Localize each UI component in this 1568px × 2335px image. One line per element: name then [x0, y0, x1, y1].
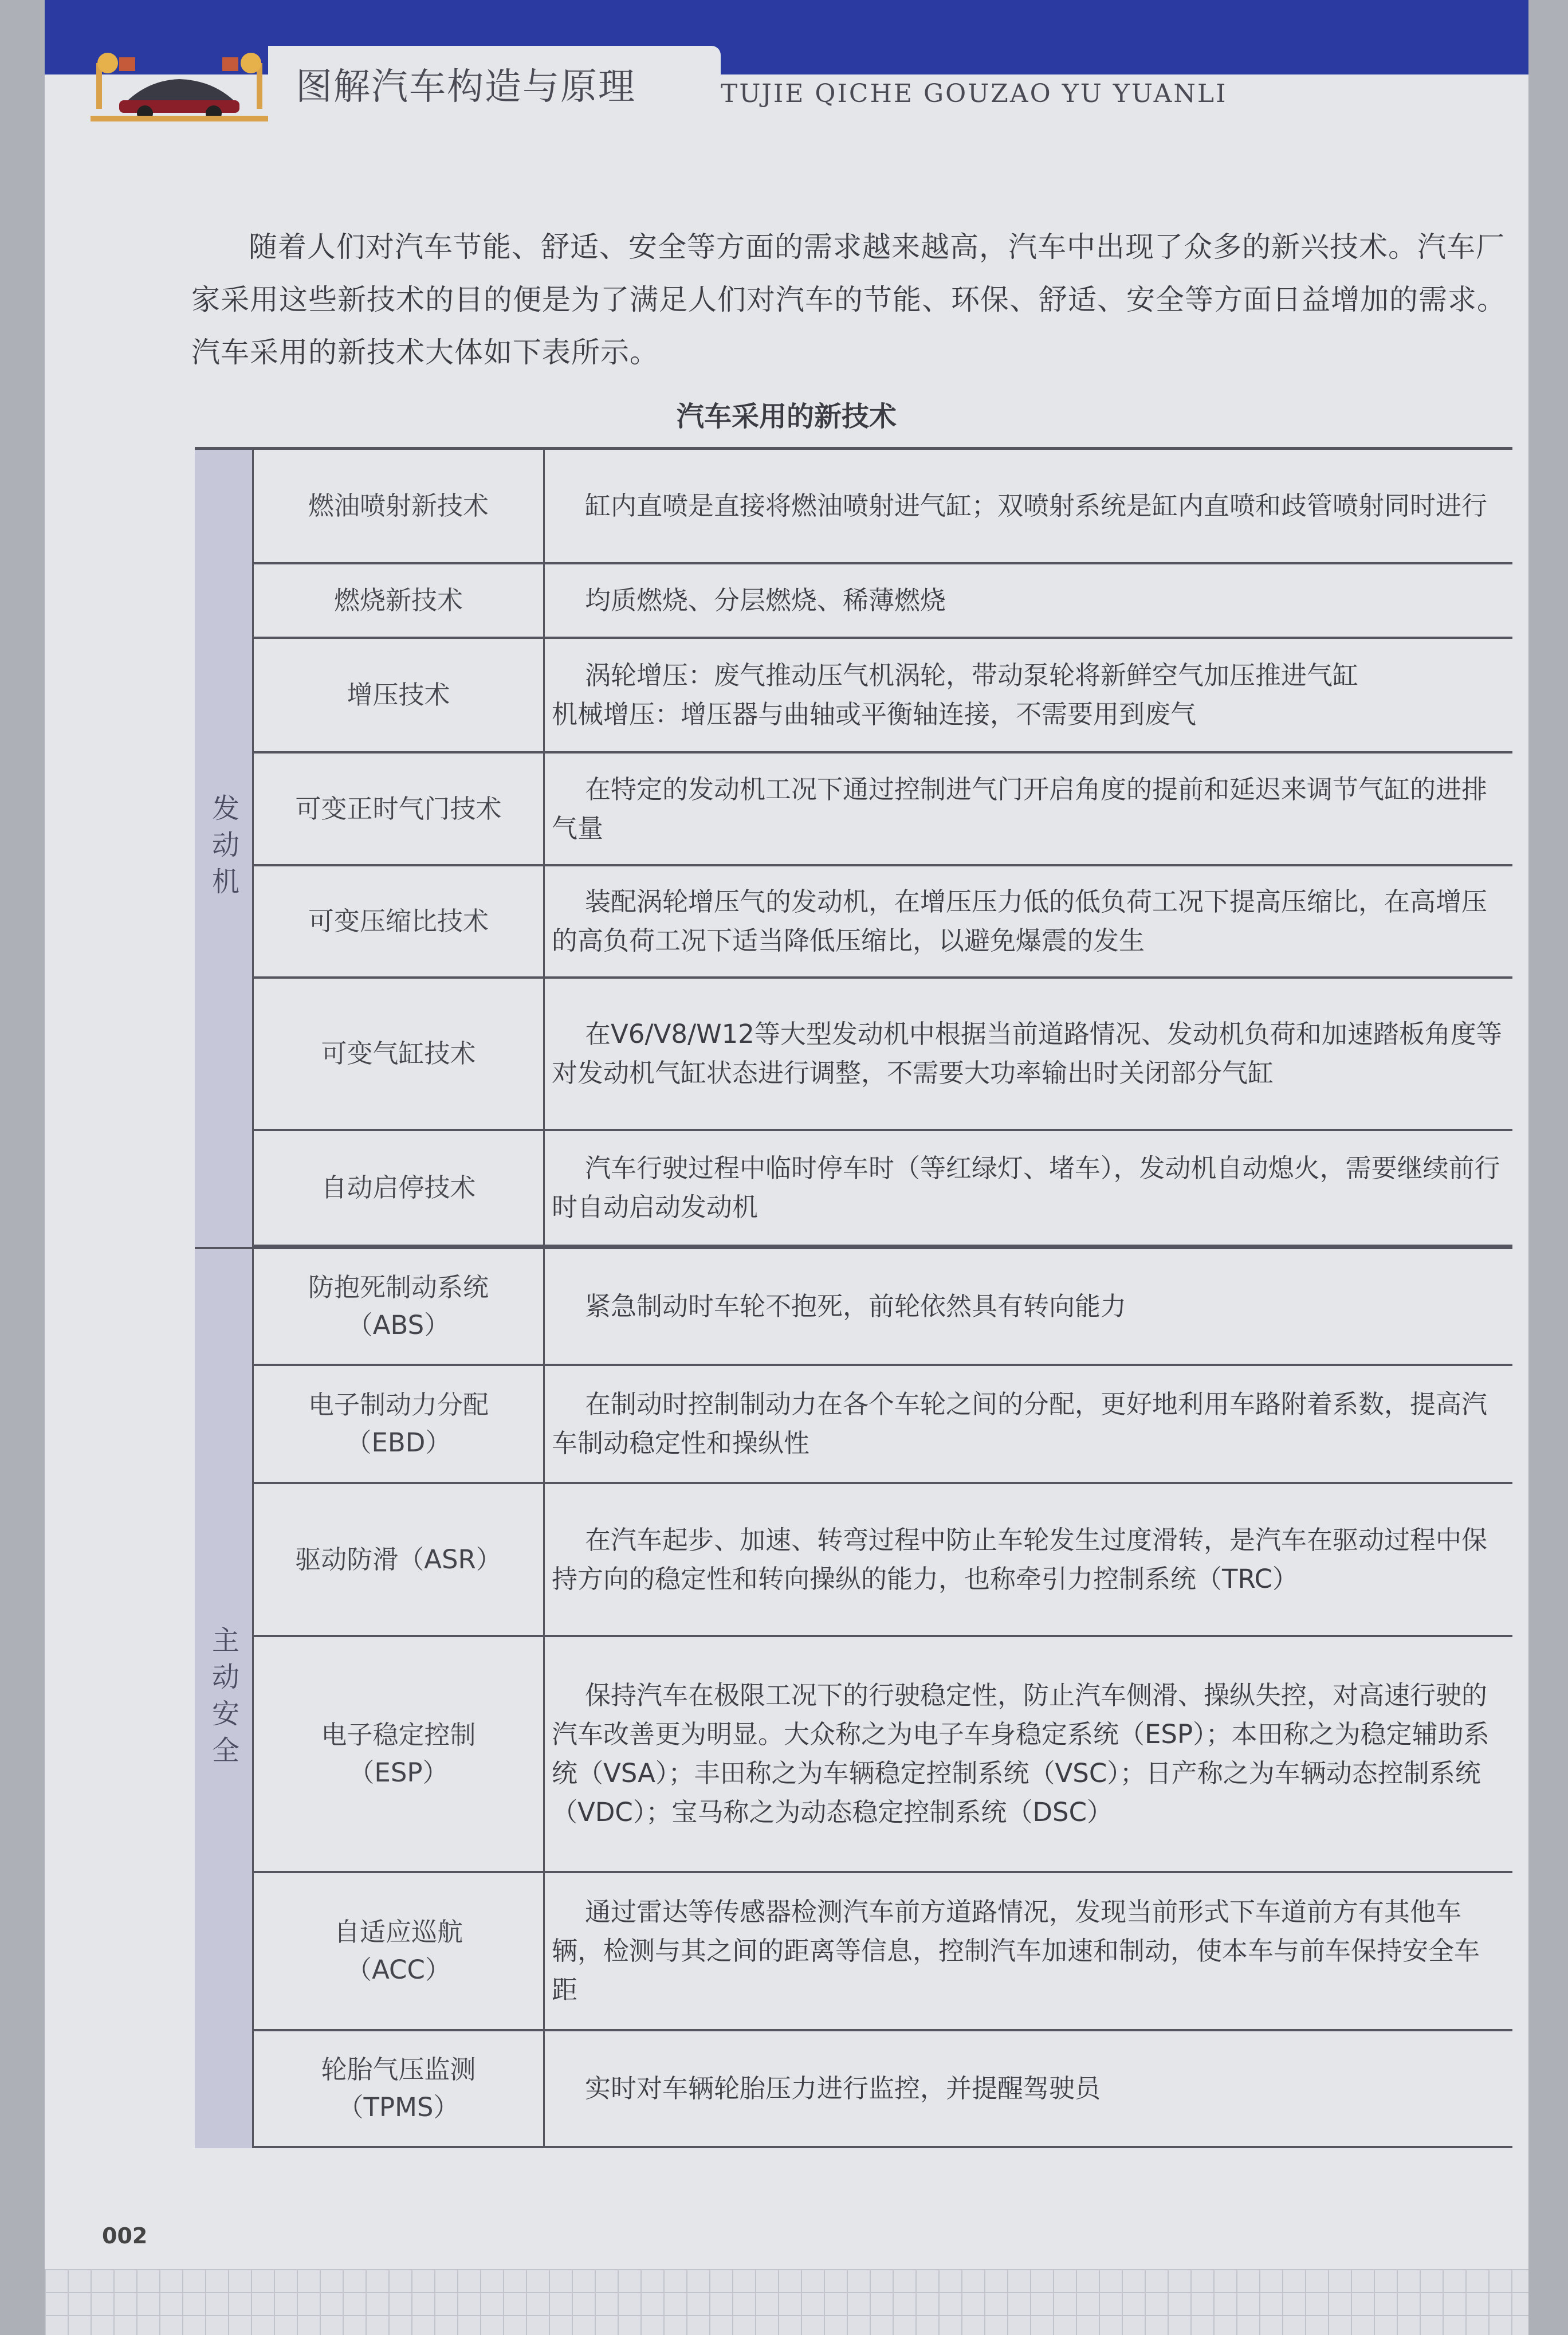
- group-label-cell: [195, 1249, 254, 2148]
- tech-name-cell: 驱动防滑（ASR）: [254, 1484, 545, 1635]
- tech-desc-cell: [545, 979, 1512, 1129]
- tech-desc-text: 汽车行驶过程中临时停车时（等红绿灯、堵车），发动机自动熄火，需要继续前行时自动启动发动机: [552, 1153, 1500, 1222]
- group-label: 主动安全: [207, 1625, 239, 1772]
- group-label: 发动机: [207, 793, 239, 904]
- tech-desc-cell: [545, 1637, 1512, 1871]
- tech-desc-text: 在特定的发动机工况下通过控制进气门开启角度的提前和延迟来调节气缸的进排气量: [552, 774, 1488, 843]
- tech-name-cell: 轮胎气压监测 （TPMS）: [254, 2031, 545, 2146]
- tech-desc-cell: [545, 1366, 1512, 1482]
- tech-desc-text: 紧急制动时车轮不抱死，前轮依然具有转向能力: [585, 1291, 1127, 1321]
- tech-desc-cell: [545, 1484, 1512, 1635]
- table-row: [254, 564, 1512, 639]
- tech-name-cell: 电子稳定控制 （ESP）: [254, 1637, 545, 1871]
- table-row: [254, 639, 1512, 754]
- tech-desc-cell: [545, 1131, 1512, 1245]
- intro-text: 随着人们对汽车节能、舒适、安全等方面的需求越来越高，汽车中出现了众多的新兴技术。汽车厂家采用这些新技术的目的便是为了满足人们对汽车的节能、环保、舒适、安全等方面日益增加的需求。汽车采用的新技术大体如下表所示。: [191, 230, 1506, 369]
- tech-desc-cell: [545, 866, 1512, 976]
- table-row: [254, 979, 1512, 1131]
- tech-desc-text: 装配涡轮增压气的发动机，在增压压力低的低负荷工况下提高压缩比，在高增压的高负荷工况下适当降低压缩比，以避免爆震的发生: [552, 886, 1488, 956]
- car-logo-icon: [85, 40, 274, 126]
- tech-name-cell: 自适应巡航 （ACC）: [254, 1873, 545, 2029]
- tech-name-cell: 可变压缩比技术: [254, 866, 545, 976]
- tech-name-cell: 增压技术: [254, 639, 545, 751]
- grid-paper-strip: [45, 2269, 1528, 2335]
- tech-desc-cell: [545, 1873, 1512, 2029]
- table-row: [254, 450, 1512, 564]
- table-row: [254, 1131, 1512, 1247]
- tech-desc-text: 在V6/V8/W12等大型发动机中根据当前道路情况、发动机负荷和加速踏板角度等对发动机气缸状态进行调整，不需要大功率输出时关闭部分气缸: [552, 1019, 1502, 1088]
- table-row: [254, 1637, 1512, 1873]
- group-label-cell: [195, 450, 254, 1247]
- tech-desc-text: 缸内直喷是直接将燃油喷射进气缸；双喷射系统是缸内直喷和歧管喷射同时进行: [585, 490, 1488, 521]
- tech-desc-text: 在制动时控制制动力在各个车轮之间的分配，更好地利用车路附着系数，提高汽车制动稳定性和操纵性: [552, 1389, 1488, 1458]
- tech-desc-text: 保持汽车在极限工况下的行驶稳定性，防止汽车侧滑、操纵失控，对高速行驶的汽车改善更为明显。大众称之为电子车身稳定系统（ESP）；本田称之为稳定辅助系统（VSA）；丰田称之为车辆稳定控制系统（VSC）；日产称之为车辆动态控制系统（VDC）；宝马称之为动态稳定控制系统（DSC）: [552, 1680, 1490, 1827]
- tech-name-cell: 可变气缸技术: [254, 979, 545, 1129]
- tech-name-cell: 防抱死制动系统 （ABS）: [254, 1249, 545, 1364]
- table-row: [254, 754, 1512, 866]
- tech-desc-cell: [545, 564, 1512, 637]
- tech-name-cell: 可变正时气门技术: [254, 754, 545, 864]
- tech-desc-text: 在汽车起步、加速、转弯过程中防止车轮发生过度滑转，是汽车在驱动过程中保持方向的稳定性和转向操纵的能力，也称牵引力控制系统（TRC）: [552, 1524, 1488, 1594]
- book-title: 图解汽车构造与原理: [296, 66, 636, 108]
- tech-name-cell: 燃油喷射新技术: [254, 450, 545, 562]
- group-rows: [254, 450, 1512, 1247]
- tech-desc-text: 涡轮增压：废气推动压气机涡轮，带动泵轮将新鲜空气加压推进气缸 机械增压：增压器与曲轴或平衡轴连接，不需要用到废气: [552, 660, 1359, 729]
- intro-paragraph: [191, 221, 1526, 379]
- book-pinyin: TUJIE QICHE GOUZAO YU YUANLI: [721, 79, 1228, 108]
- tech-name-cell: 燃烧新技术: [254, 564, 545, 637]
- tech-name-cell: 电子制动力分配 （EBD）: [254, 1366, 545, 1482]
- group-rows: [254, 1249, 1512, 2148]
- page-number: 002: [102, 2223, 148, 2248]
- table-row: [254, 1249, 1512, 1366]
- table-row: [254, 1484, 1512, 1637]
- table-row: [254, 1873, 1512, 2031]
- tech-desc-text: 通过雷达等传感器检测汽车前方道路情况，发现当前形式下车道前方有其他车辆，检测与其之间的距离等信息，控制汽车加速和制动，使本车与前车保持安全车距: [552, 1897, 1480, 2005]
- table-row: [254, 866, 1512, 979]
- tech-desc-text: 实时对车辆轮胎压力进行监控，并提醒驾驶员: [585, 2073, 1101, 2104]
- tech-desc-cell: [545, 1249, 1512, 1364]
- tech-desc-cell: [545, 639, 1512, 751]
- tech-table: [195, 447, 1512, 2148]
- table-row: [254, 1366, 1512, 1484]
- tech-name-cell: 自动启停技术: [254, 1131, 545, 1245]
- table-group: [195, 450, 1512, 1247]
- table-row: [254, 2031, 1512, 2148]
- book-page: [45, 0, 1528, 2335]
- table-group: [195, 1249, 1512, 2148]
- tech-desc-cell: [545, 754, 1512, 864]
- tech-desc-cell: [545, 450, 1512, 562]
- tech-desc-text: 均质燃烧、分层燃烧、稀薄燃烧: [585, 585, 946, 615]
- table-title: 汽车采用的新技术: [676, 401, 897, 433]
- tech-desc-cell: [545, 2031, 1512, 2146]
